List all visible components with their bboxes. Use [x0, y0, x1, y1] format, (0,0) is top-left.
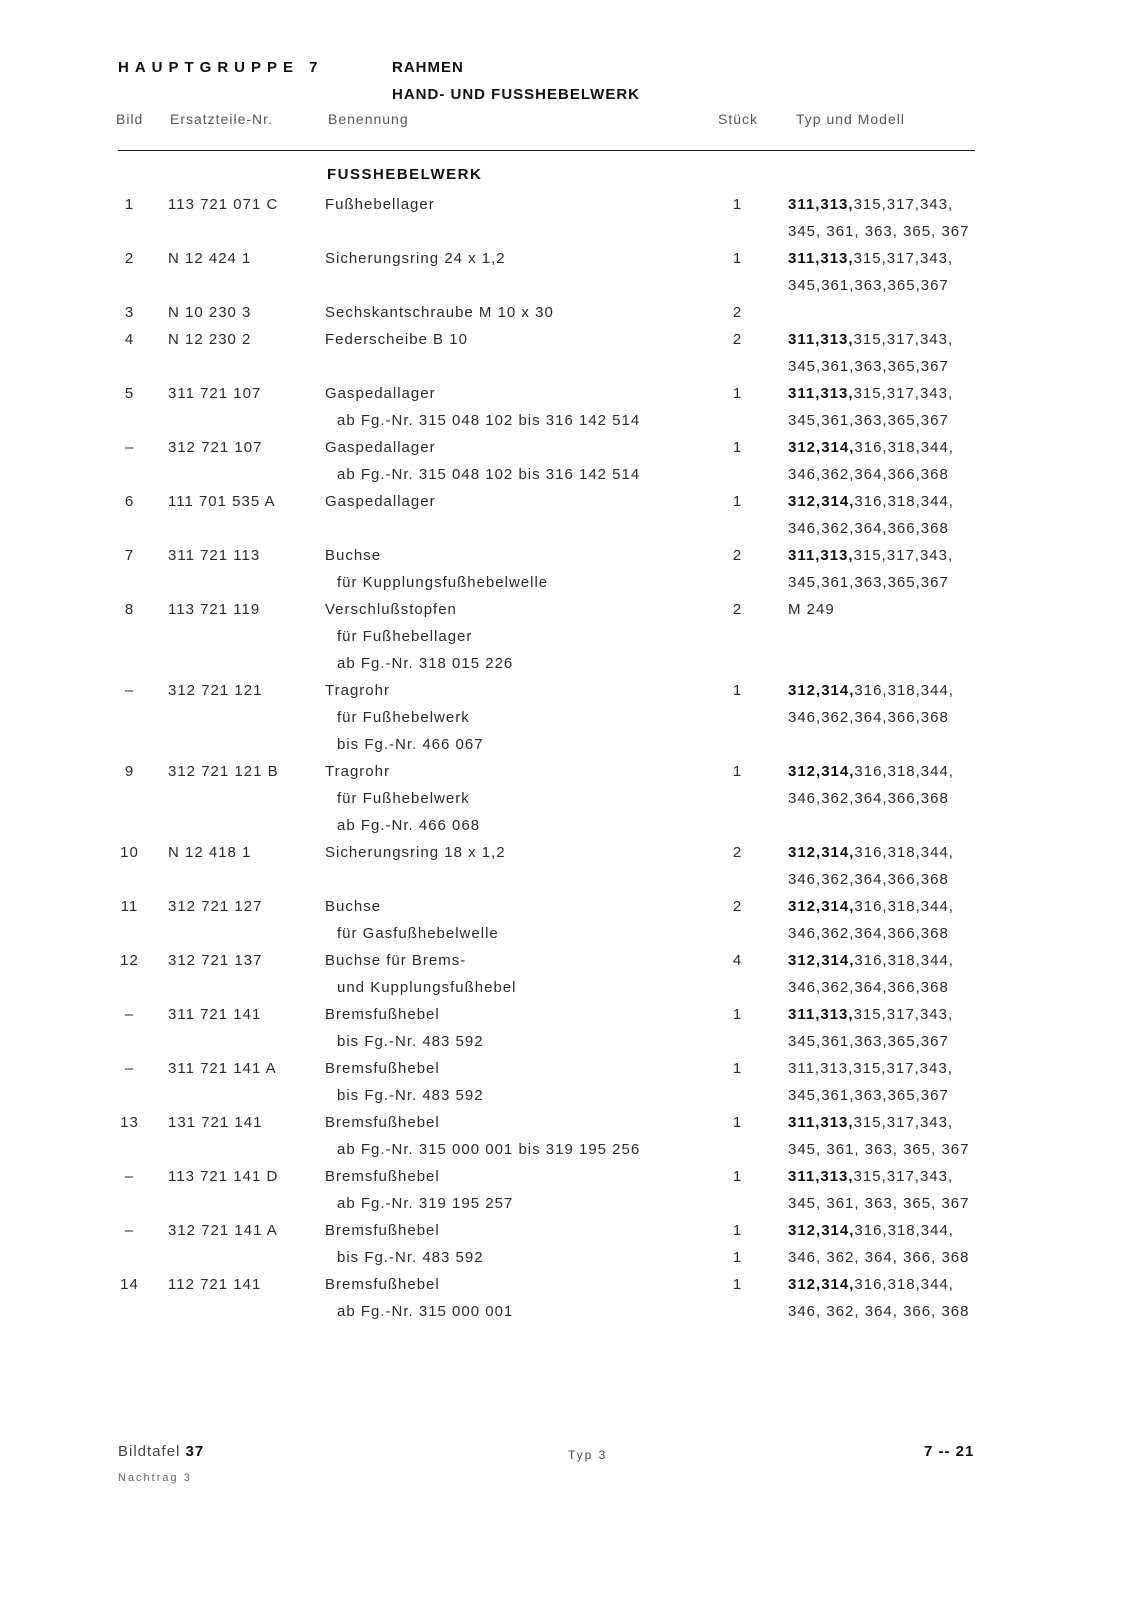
- figure-number: –: [124, 439, 135, 456]
- designation: Bremsfußhebel: [325, 1006, 440, 1023]
- designation-note: bis Fg.-Nr. 483 592: [337, 1087, 484, 1104]
- type-models-bold: 311,313,: [788, 250, 854, 267]
- part-number: 311 721 113: [168, 547, 261, 564]
- table-line: [0, 812, 1137, 839]
- type-models-bold: 312,314,: [788, 439, 855, 456]
- type-label: Typ 3: [568, 1448, 608, 1462]
- table-row: [0, 1163, 1137, 1217]
- part-number: 312 721 137: [168, 952, 263, 969]
- table-row: [0, 326, 1137, 380]
- type-models: [788, 1109, 953, 1136]
- type-models: [788, 839, 954, 866]
- type-models-continued: 345, 361, 363, 365, 367: [788, 1195, 970, 1212]
- type-models-continued: 345, 361, 363, 365, 367: [788, 1141, 970, 1158]
- figure-number: 3: [124, 304, 135, 321]
- type-models-bold: 311,313,: [788, 1006, 854, 1023]
- column-header-designation: Benennung: [328, 111, 409, 127]
- part-number: 113 721 141 D: [168, 1168, 279, 1185]
- plate-number: 37: [185, 1443, 205, 1460]
- type-models-rest: 316,318,344,: [854, 1222, 954, 1239]
- type-models-rest: M 249: [788, 601, 835, 618]
- type-models-rest: 315,317,343,: [853, 250, 954, 267]
- type-models-continued: 346,362,364,366,368: [788, 871, 949, 888]
- table-row: [0, 434, 1137, 488]
- table-line: [0, 1082, 1137, 1109]
- table-line: [0, 515, 1137, 542]
- type-models: [788, 758, 954, 785]
- type-models-continued: 346,362,364,366,368: [788, 790, 949, 807]
- figure-number: –: [124, 682, 135, 699]
- figure-number: 1: [124, 196, 135, 213]
- type-models-bold: 312,314,: [788, 1222, 855, 1239]
- part-number: 113 721 071 C: [168, 196, 279, 213]
- figure-number: –: [124, 1168, 135, 1185]
- type-models-continued: 345,361,363,365,367: [788, 574, 949, 591]
- table-line: [0, 1217, 1137, 1244]
- designation-note: ab Fg.-Nr. 315 048 102 bis 316 142 514: [337, 412, 641, 429]
- type-models-continued: 345,361,363,365,367: [788, 358, 949, 375]
- section-title: FUSSHEBELWERK: [327, 166, 483, 183]
- table-line: [0, 1109, 1137, 1136]
- type-models-rest: 315,317,343,: [853, 196, 954, 213]
- part-number: 312 721 121: [168, 682, 263, 699]
- designation-note: und Kupplungsfußhebel: [337, 979, 517, 996]
- table-line: [0, 434, 1137, 461]
- table-line: [0, 974, 1137, 1001]
- part-number: 312 721 127: [168, 898, 263, 915]
- table-row: [0, 542, 1137, 596]
- figure-number: –: [124, 1006, 135, 1023]
- figure-number: 13: [120, 1114, 139, 1131]
- table-line: [0, 1244, 1137, 1271]
- quantity: 1: [732, 1114, 743, 1131]
- table-line: [0, 353, 1137, 380]
- table-row: [0, 893, 1137, 947]
- designation-note: für Fußhebellager: [337, 628, 473, 645]
- type-models-bold: 312,314,: [788, 493, 855, 510]
- table-line: [0, 839, 1137, 866]
- table-row: [0, 1271, 1137, 1325]
- table-line: [0, 569, 1137, 596]
- type-models: [788, 1217, 954, 1244]
- type-models: [788, 434, 954, 461]
- table-row: [0, 1055, 1137, 1109]
- main-group-heading: HAUPTGRUPPE 7: [118, 59, 324, 76]
- part-number: N 12 418 1: [168, 844, 252, 861]
- table-line: [0, 947, 1137, 974]
- designation-note: ab Fg.-Nr. 315 000 001 bis 319 195 256: [337, 1141, 641, 1158]
- column-header-quantity: Stück: [718, 111, 759, 127]
- table-line: [0, 542, 1137, 569]
- part-number: 112 721 141: [168, 1276, 262, 1293]
- quantity: 2: [732, 547, 743, 564]
- figure-number: –: [124, 1060, 135, 1077]
- designation: Bremsfußhebel: [325, 1276, 440, 1293]
- part-number: 312 721 107: [168, 439, 263, 456]
- designation-note: für Fußhebelwerk: [337, 709, 470, 726]
- figure-number: 5: [124, 385, 135, 402]
- type-models-bold: 312,314,: [788, 844, 855, 861]
- figure-number: 8: [124, 601, 135, 618]
- table-line: [0, 191, 1137, 218]
- table-row: [0, 245, 1137, 299]
- type-models: [788, 1271, 954, 1298]
- table-line: [0, 758, 1137, 785]
- type-models-rest: 315,317,343,: [853, 1006, 954, 1023]
- designation-note: ab Fg.-Nr. 315 048 102 bis 316 142 514: [337, 466, 641, 483]
- type-models-continued: 346, 362, 364, 366, 368: [788, 1303, 970, 1320]
- designation: Bremsfußhebel: [325, 1222, 440, 1239]
- type-models-continued: 346,362,364,366,368: [788, 925, 949, 942]
- type-models-continued: 346,362,364,366,368: [788, 466, 949, 483]
- designation: Gaspedallager: [325, 493, 436, 510]
- figure-number: 9: [124, 763, 135, 780]
- type-models-bold: 312,314,: [788, 1276, 855, 1293]
- table-line: [0, 407, 1137, 434]
- type-models-continued: 345,361,363,365,367: [788, 1033, 949, 1050]
- page-subtitle: HAND- UND FUSSHEBELWERK: [392, 86, 640, 103]
- type-models-continued: 345,361,363,365,367: [788, 1087, 949, 1104]
- type-models-continued: 345,361,363,365,367: [788, 277, 949, 294]
- quantity: 1: [732, 250, 743, 267]
- table-line: [0, 326, 1137, 353]
- table-line: [0, 272, 1137, 299]
- quantity: 1: [732, 439, 743, 456]
- designation: Buchse: [325, 547, 382, 564]
- page-number: 7 -- 21: [924, 1443, 975, 1460]
- table-line: [0, 488, 1137, 515]
- table-line: [0, 677, 1137, 704]
- designation: Bremsfußhebel: [325, 1168, 440, 1185]
- quantity: 2: [732, 304, 743, 321]
- plate-label: Bildtafel: [118, 1443, 181, 1460]
- quantity: 1: [732, 493, 743, 510]
- type-models-bold: 311,313,: [788, 331, 854, 348]
- type-models-continued: 346,362,364,366,368: [788, 520, 949, 537]
- part-number: 111 701 535 A: [168, 493, 276, 510]
- type-models-rest: 315,317,343,: [853, 331, 954, 348]
- type-models-bold: 311,313,: [788, 547, 854, 564]
- designation: Gaspedallager: [325, 439, 436, 456]
- type-models-rest: 315,317,343,: [853, 1114, 954, 1131]
- type-models: [788, 488, 954, 515]
- type-models: [788, 893, 954, 920]
- table-row: [0, 1001, 1137, 1055]
- type-models: [788, 1163, 953, 1190]
- parts-table: [0, 191, 1137, 1325]
- supplement-note: Nachtrag 3: [118, 1472, 192, 1484]
- table-row: [0, 677, 1137, 758]
- quantity: 1: [732, 1276, 743, 1293]
- designation: Bremsfußhebel: [325, 1060, 440, 1077]
- designation-note: bis Fg.-Nr. 466 067: [337, 736, 484, 753]
- table-line: [0, 218, 1137, 245]
- column-header-bild: Bild: [116, 111, 144, 127]
- designation-note: ab Fg.-Nr. 319 195 257: [337, 1195, 514, 1212]
- table-line: [0, 1190, 1137, 1217]
- type-models: [788, 677, 954, 704]
- type-models-bold: 311,313,: [788, 385, 854, 402]
- type-models-bold: 311,313,: [788, 1114, 854, 1131]
- type-models-rest: 316,318,344,: [854, 439, 954, 456]
- designation: Buchse für Brems-: [325, 952, 467, 969]
- part-number: N 12 424 1: [168, 250, 252, 267]
- quantity: 1: [732, 1168, 743, 1185]
- type-models-bold: 312,314,: [788, 763, 855, 780]
- type-models: [788, 596, 835, 623]
- quantity: 2: [732, 601, 743, 618]
- table-line: [0, 1028, 1137, 1055]
- table-line: [0, 866, 1137, 893]
- table-row: [0, 299, 1137, 326]
- table-line: [0, 299, 1137, 326]
- designation: Sicherungsring 18 x 1,2: [325, 844, 506, 861]
- quantity: 4: [732, 952, 743, 969]
- table-row: [0, 488, 1137, 542]
- table-row: [0, 758, 1137, 839]
- designation: Tragrohr: [325, 763, 390, 780]
- designation-note: ab Fg.-Nr. 315 000 001: [337, 1303, 514, 1320]
- type-models-rest: 315,317,343,: [853, 1168, 954, 1185]
- table-line: [0, 245, 1137, 272]
- type-models-continued: 345,361,363,365,367: [788, 412, 949, 429]
- table-line: [0, 1271, 1137, 1298]
- designation: Bremsfußhebel: [325, 1114, 440, 1131]
- type-models-rest: 316,318,344,: [854, 952, 954, 969]
- type-models-continued: 346, 362, 364, 366, 368: [788, 1249, 970, 1266]
- table-line: [0, 623, 1137, 650]
- table-row: [0, 1217, 1137, 1271]
- figure-number: 14: [120, 1276, 139, 1293]
- quantity: 2: [732, 898, 743, 915]
- type-models-rest: 315,317,343,: [853, 547, 954, 564]
- part-number: 312 721 141 A: [168, 1222, 278, 1239]
- designation-note: für Gasfußhebelwelle: [337, 925, 499, 942]
- table-line: [0, 461, 1137, 488]
- part-number: 131 721 141: [168, 1114, 263, 1131]
- quantity: 1: [732, 682, 743, 699]
- figure-number: 10: [120, 844, 139, 861]
- designation-note: für Fußhebelwerk: [337, 790, 470, 807]
- type-models-rest: 316,318,344,: [854, 1276, 954, 1293]
- designation: Tragrohr: [325, 682, 390, 699]
- type-models-continued: 346,362,364,366,368: [788, 979, 949, 996]
- quantity: 1: [732, 385, 743, 402]
- designation-note: bis Fg.-Nr. 483 592: [337, 1249, 484, 1266]
- table-line: [0, 731, 1137, 758]
- table-line: [0, 1001, 1137, 1028]
- type-models-bold: 311,313,: [788, 1168, 854, 1185]
- table-row: [0, 839, 1137, 893]
- designation-note: für Kupplungsfußhebelwelle: [337, 574, 549, 591]
- table-line: [0, 380, 1137, 407]
- type-models-continued: 345, 361, 363, 365, 367: [788, 223, 970, 240]
- part-number: N 12 230 2: [168, 331, 252, 348]
- table-line: [0, 704, 1137, 731]
- type-models-continued: 346,362,364,366,368: [788, 709, 949, 726]
- figure-number: –: [124, 1222, 135, 1239]
- figure-number: 11: [120, 898, 139, 915]
- table-line: [0, 920, 1137, 947]
- designation-note: bis Fg.-Nr. 483 592: [337, 1033, 484, 1050]
- part-number: 311 721 107: [168, 385, 262, 402]
- quantity: 1: [732, 1006, 743, 1023]
- quantity: 1: [732, 196, 743, 213]
- designation: Fußhebellager: [325, 196, 435, 213]
- type-models: [788, 326, 953, 353]
- table-row: [0, 596, 1137, 677]
- table-line: [0, 596, 1137, 623]
- type-models: [788, 245, 953, 272]
- part-number: 312 721 121 B: [168, 763, 279, 780]
- designation: Sechskantschraube M 10 x 30: [325, 304, 554, 321]
- designation: Sicherungsring 24 x 1,2: [325, 250, 506, 267]
- designation-note: ab Fg.-Nr. 466 068: [337, 817, 481, 834]
- type-models: [788, 191, 953, 218]
- part-number: 311 721 141 A: [168, 1060, 277, 1077]
- type-models-rest: 316,318,344,: [854, 844, 954, 861]
- column-header-part-number: Ersatzteile-Nr.: [170, 111, 273, 127]
- figure-number: 7: [124, 547, 135, 564]
- table-row: [0, 191, 1137, 245]
- quantity: 1: [732, 1060, 743, 1077]
- figure-number: 12: [120, 952, 139, 969]
- column-header-type-model: Typ und Modell: [796, 111, 905, 127]
- table-line: [0, 1298, 1137, 1325]
- type-models-rest: 316,318,344,: [854, 682, 954, 699]
- table-line: [0, 785, 1137, 812]
- type-models: [788, 1055, 953, 1082]
- type-models-bold: 312,314,: [788, 952, 855, 969]
- type-models-bold: 312,314,: [788, 682, 855, 699]
- plate-reference: [118, 1443, 204, 1460]
- quantity: 2: [732, 844, 743, 861]
- part-number: 113 721 119: [168, 601, 261, 618]
- table-row: [0, 947, 1137, 1001]
- group-title: RAHMEN: [392, 59, 464, 76]
- type-models-bold: 311,313,: [788, 196, 854, 213]
- type-models-bold: 312,314,: [788, 898, 855, 915]
- designation: Gaspedallager: [325, 385, 436, 402]
- type-models-rest: 315,317,343,: [853, 385, 954, 402]
- figure-number: 6: [124, 493, 135, 510]
- table-line: [0, 893, 1137, 920]
- part-number: 311 721 141: [168, 1006, 262, 1023]
- table-line: [0, 1163, 1137, 1190]
- type-models: [788, 947, 954, 974]
- designation: Buchse: [325, 898, 382, 915]
- quantity: 1: [732, 1249, 743, 1266]
- type-models: [788, 1001, 953, 1028]
- designation: Verschlußstopfen: [325, 601, 457, 618]
- type-models-rest: 311,313,315,317,343,: [788, 1060, 953, 1077]
- quantity: 2: [732, 331, 743, 348]
- designation-note: ab Fg.-Nr. 318 015 226: [337, 655, 514, 672]
- table-line: [0, 1136, 1137, 1163]
- part-number: N 10 230 3: [168, 304, 252, 321]
- quantity: 1: [732, 763, 743, 780]
- table-line: [0, 650, 1137, 677]
- type-models: [788, 542, 953, 569]
- type-models-rest: 316,318,344,: [854, 493, 954, 510]
- header-divider: [118, 150, 975, 151]
- table-row: [0, 380, 1137, 434]
- figure-number: 4: [124, 331, 135, 348]
- figure-number: 2: [124, 250, 135, 267]
- type-models-rest: 316,318,344,: [854, 763, 954, 780]
- type-models-rest: 316,318,344,: [854, 898, 954, 915]
- designation: Federscheibe B 10: [325, 331, 468, 348]
- table-line: [0, 1055, 1137, 1082]
- type-models: [788, 380, 953, 407]
- quantity: 1: [732, 1222, 743, 1239]
- table-row: [0, 1109, 1137, 1163]
